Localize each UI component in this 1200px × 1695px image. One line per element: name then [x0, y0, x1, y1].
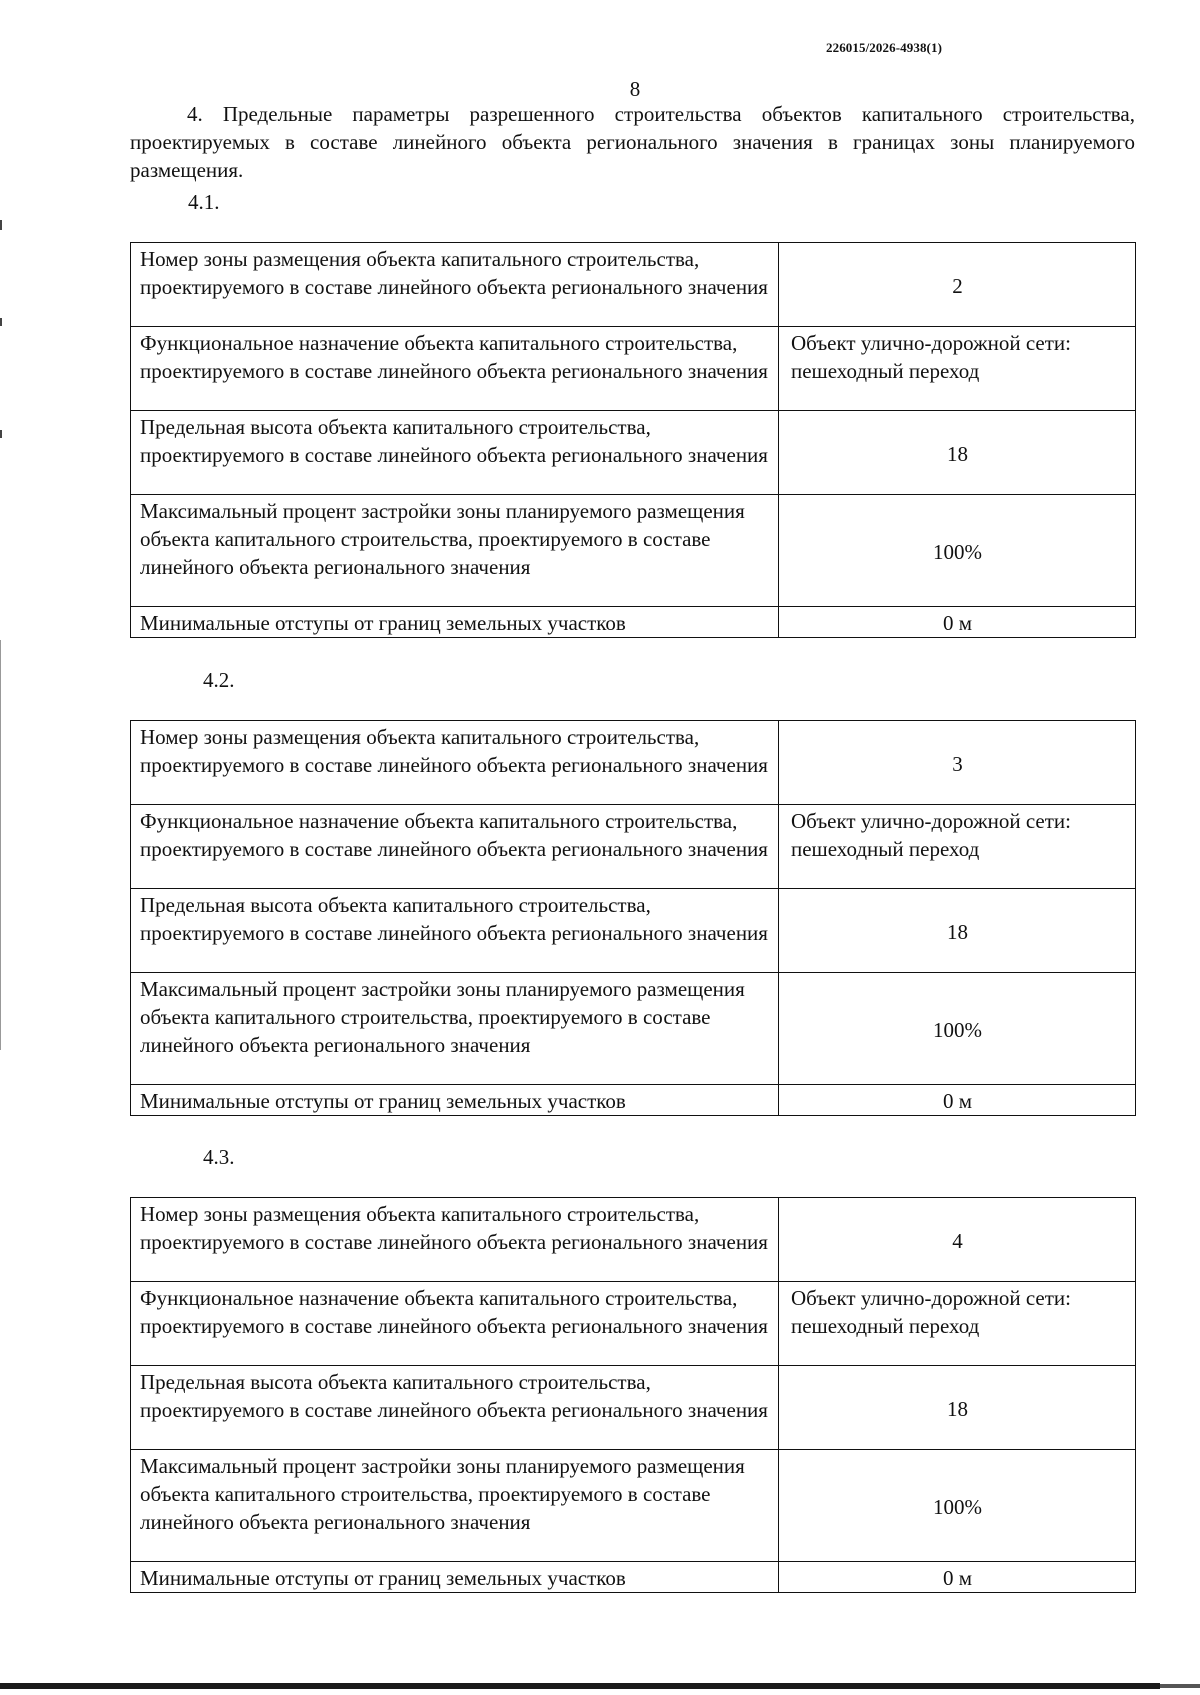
params-table-4-1: [130, 242, 1136, 638]
margin-mark: [0, 640, 1, 1050]
param-value-cell: 2: [779, 243, 1136, 327]
param-name-cell: Максимальный процент застройки зоны планируемого размещения объекта капитального строительства, проектируемого в составе линейного объекта регионального значения: [131, 973, 779, 1085]
section-label-4-1: 4.1.: [188, 190, 220, 214]
param-value-cell: 4: [779, 1198, 1136, 1282]
param-value-cell: 100%: [779, 495, 1136, 607]
param-name-cell: Функциональное назначение объекта капитального строительства, проектируемого в составе линейного объекта регионального значения: [131, 805, 779, 889]
table-row: [131, 1198, 1136, 1282]
param-name-cell: Номер зоны размещения объекта капитального строительства, проектируемого в составе линейного объекта регионального значения: [131, 243, 779, 327]
intro-paragraph: 4. Предельные параметры разрешенного строительства объектов капитального строительства, проектируемых в составе линейного объекта регионального значения в границах зоны планируемого размещения.: [130, 102, 1135, 182]
param-value-cell: 18: [779, 889, 1136, 973]
param-name-cell: Максимальный процент застройки зоны планируемого размещения объекта капитального строительства, проектируемого в составе линейного объекта регионального значения: [131, 1450, 779, 1562]
param-value-cell: 0 м: [779, 607, 1136, 638]
margin-mark: [0, 318, 2, 326]
param-name-cell: Минимальные отступы от границ земельных участков: [131, 607, 779, 638]
section-label-4-3: 4.3.: [203, 1145, 235, 1169]
param-value-cell: 0 м: [779, 1085, 1136, 1116]
table-row: [131, 1366, 1136, 1450]
param-value-cell: 0 м: [779, 1562, 1136, 1593]
param-name-cell: Предельная высота объекта капитального строительства, проектируемого в составе линейного объекта регионального значения: [131, 889, 779, 973]
param-name-cell: Минимальные отступы от границ земельных участков: [131, 1085, 779, 1116]
page-number: 8: [629, 77, 641, 101]
param-name-cell: Минимальные отступы от границ земельных участков: [131, 1562, 779, 1593]
table-row: [131, 1562, 1136, 1593]
param-name-cell: Номер зоны размещения объекта капитального строительства, проектируемого в составе линейного объекта регионального значения: [131, 721, 779, 805]
param-name-cell: Предельная высота объекта капитального строительства, проектируемого в составе линейного объекта регионального значения: [131, 1366, 779, 1450]
param-name-cell: Номер зоны размещения объекта капитального строительства, проектируемого в составе линейного объекта регионального значения: [131, 1198, 779, 1282]
param-value-cell: 18: [779, 411, 1136, 495]
param-value-cell: 100%: [779, 973, 1136, 1085]
param-value-cell: Объект улично-дорожной сети: пешеходный переход: [779, 327, 1136, 411]
table-row: [131, 1450, 1136, 1562]
param-value-cell: Объект улично-дорожной сети: пешеходный переход: [779, 805, 1136, 889]
document-registration-number: 226015/2026-4938(1): [826, 40, 942, 55]
scan-edge-bar: [0, 1683, 1160, 1689]
param-value-cell: 3: [779, 721, 1136, 805]
margin-mark: [0, 430, 2, 438]
table-row: [131, 495, 1136, 607]
param-name-cell: Предельная высота объекта капитального строительства, проектируемого в составе линейного объекта регионального значения: [131, 411, 779, 495]
section-label-4-2: 4.2.: [203, 668, 235, 692]
params-table-4-3: [130, 1197, 1136, 1593]
params-table-4-2: [130, 720, 1136, 1116]
table-row: [131, 973, 1136, 1085]
table-row: [131, 411, 1136, 495]
table-row: [131, 1085, 1136, 1116]
param-value-cell: 100%: [779, 1450, 1136, 1562]
table-row: [131, 1282, 1136, 1366]
margin-mark: [0, 220, 2, 230]
param-value-cell: Объект улично-дорожной сети: пешеходный переход: [779, 1282, 1136, 1366]
table-row: [131, 243, 1136, 327]
table-row: [131, 607, 1136, 638]
param-name-cell: Максимальный процент застройки зоны планируемого размещения объекта капитального строительства, проектируемого в составе линейного объекта регионального значения: [131, 495, 779, 607]
param-name-cell: Функциональное назначение объекта капитального строительства, проектируемого в составе линейного объекта регионального значения: [131, 327, 779, 411]
table-row: [131, 805, 1136, 889]
table-row: [131, 721, 1136, 805]
param-name-cell: Функциональное назначение объекта капитального строительства, проектируемого в составе линейного объекта регионального значения: [131, 1282, 779, 1366]
param-value-cell: 18: [779, 1366, 1136, 1450]
scan-edge-bar-end: [1160, 1684, 1200, 1688]
table-row: [131, 327, 1136, 411]
table-row: [131, 889, 1136, 973]
